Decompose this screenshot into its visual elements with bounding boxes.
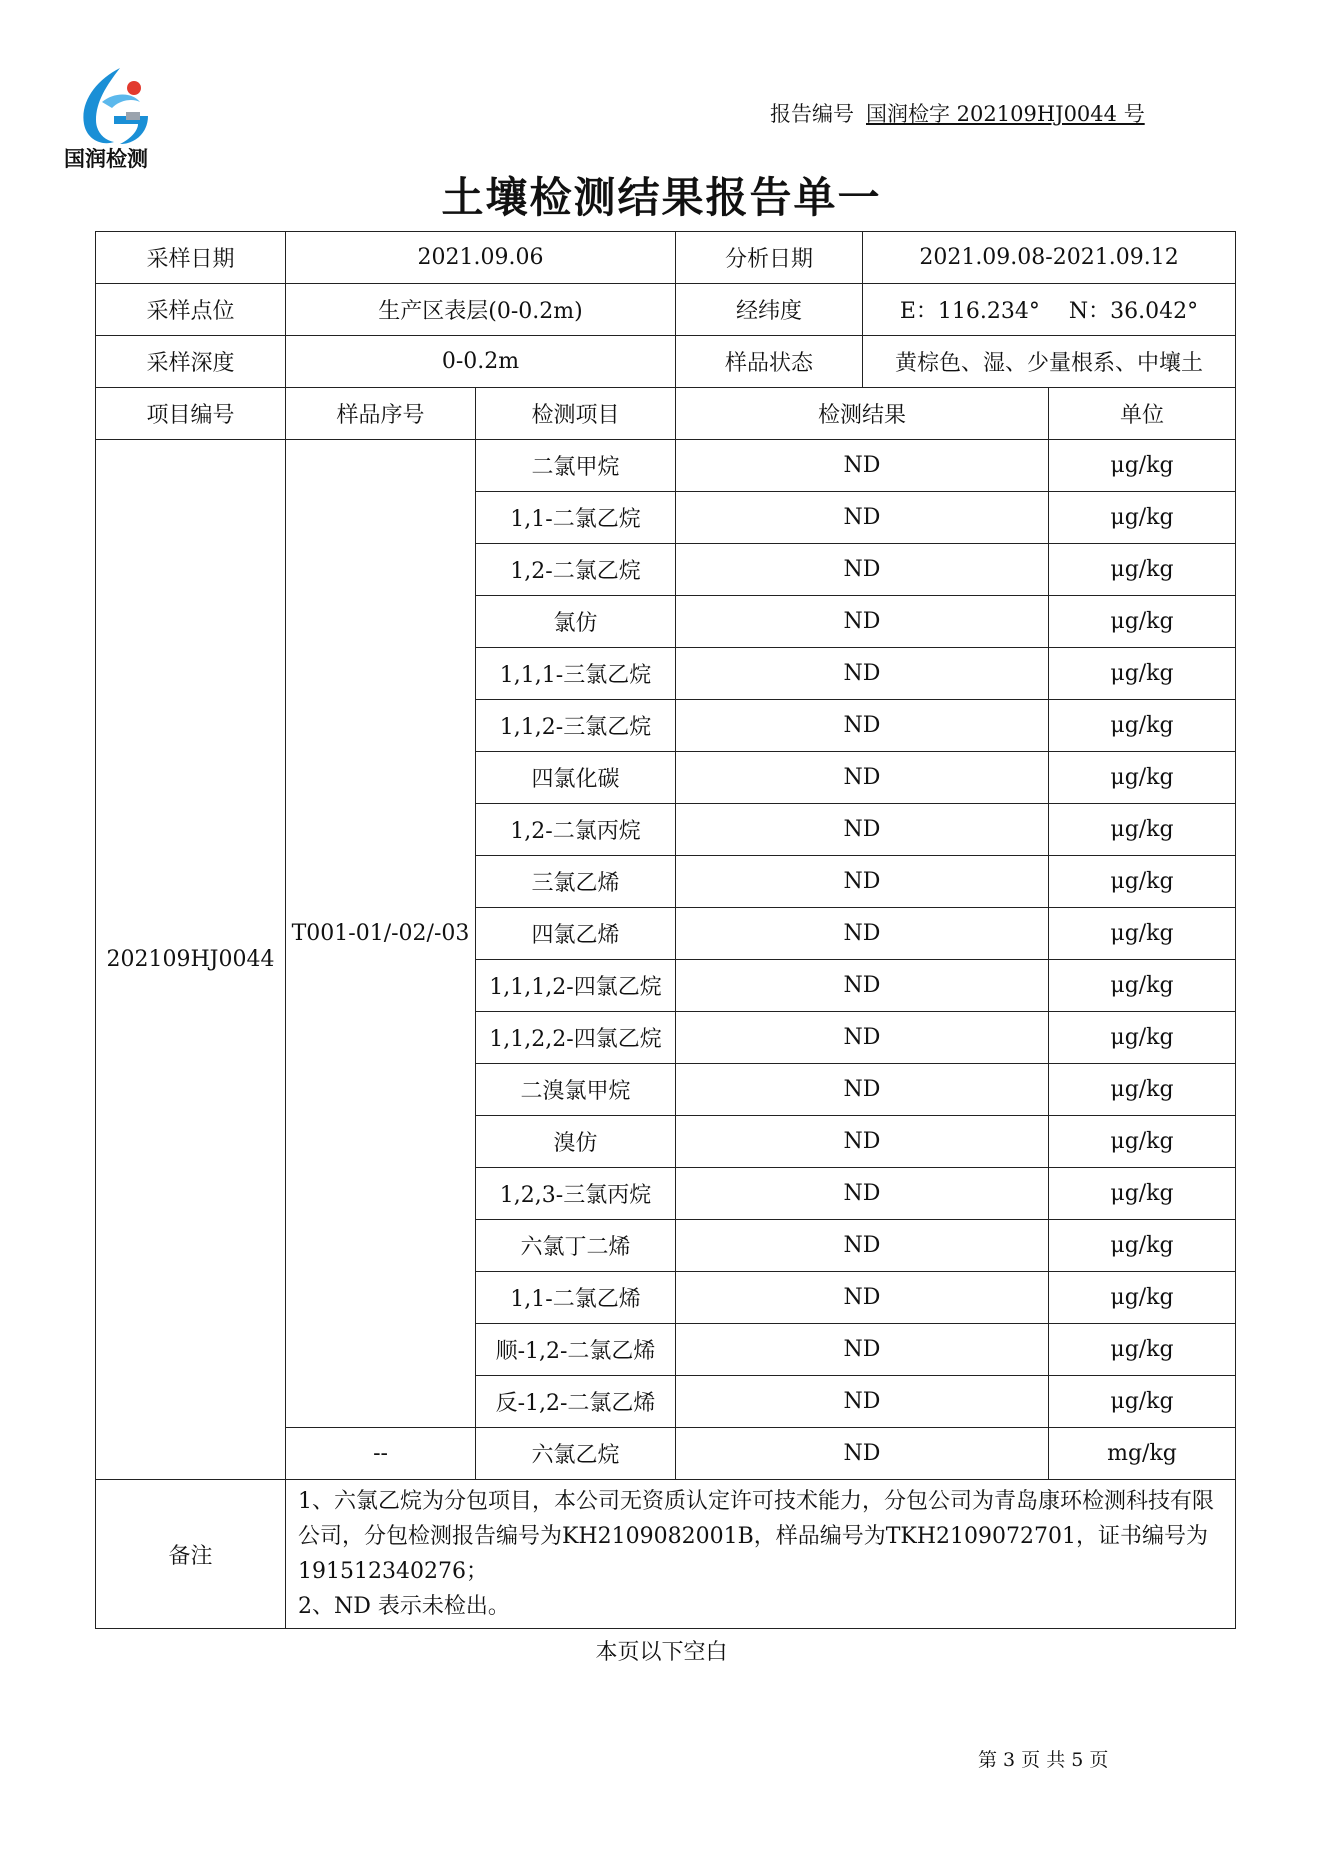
page-title: 土壤检测结果报告单一	[441, 173, 882, 222]
item-cell: 二氯甲烷	[476, 440, 676, 492]
item-cell: 1,2-二氯丙烷	[476, 804, 676, 856]
unit-cell: μg/kg	[1049, 960, 1236, 1012]
sampling-point-value: 生产区表层(0-0.2m)	[286, 284, 676, 336]
sampling-point-label: 采样点位	[96, 284, 286, 336]
result-cell: ND	[676, 544, 1049, 596]
remarks-label: 备注	[96, 1480, 286, 1629]
unit-cell: μg/kg	[1049, 1168, 1236, 1220]
unit-cell: μg/kg	[1049, 1064, 1236, 1116]
item-cell: 氯仿	[476, 596, 676, 648]
item-cell: 1,1-二氯乙烷	[476, 492, 676, 544]
result-cell: ND	[676, 1220, 1049, 1272]
analysis-date-value: 2021.09.08-2021.09.12	[863, 232, 1236, 284]
item-cell: 1,1,1,2-四氯乙烷	[476, 960, 676, 1012]
sampling-date-value: 2021.09.06	[286, 232, 676, 284]
remarks-row	[96, 1480, 1236, 1629]
unit-cell: μg/kg	[1049, 596, 1236, 648]
item-cell: 1,1,2-三氯乙烷	[476, 700, 676, 752]
item-cell: 三氯乙烯	[476, 856, 676, 908]
unit-cell: μg/kg	[1049, 700, 1236, 752]
unit-cell: μg/kg	[1049, 544, 1236, 596]
info-row-sampling-depth	[96, 336, 1236, 388]
header-result: 检测结果	[676, 388, 1049, 440]
item-cell: 1,2,3-三氯丙烷	[476, 1168, 676, 1220]
result-cell: ND	[676, 492, 1049, 544]
result-cell: ND	[676, 1272, 1049, 1324]
unit-cell: μg/kg	[1049, 804, 1236, 856]
result-cell: ND	[676, 1428, 1049, 1480]
unit-cell: μg/kg	[1049, 648, 1236, 700]
blank-below-note: 本页以下空白	[595, 1640, 728, 1665]
result-cell: ND	[676, 1116, 1049, 1168]
item-cell: 四氯乙烯	[476, 908, 676, 960]
sample-state-label: 样品状态	[676, 336, 863, 388]
result-cell: ND	[676, 700, 1049, 752]
result-cell: ND	[676, 1376, 1049, 1428]
results-table	[95, 231, 1236, 1629]
unit-cell: μg/kg	[1049, 1220, 1236, 1272]
report-number-value: 国润检字 202109HJ0044 号	[866, 102, 1145, 126]
item-cell: 二溴氯甲烷	[476, 1064, 676, 1116]
result-cell: ND	[676, 960, 1049, 1012]
unit-cell: μg/kg	[1049, 1272, 1236, 1324]
header-unit: 单位	[1049, 388, 1236, 440]
table-row	[96, 440, 1236, 492]
sample-state-value: 黄棕色、湿、少量根系、中壤土	[863, 336, 1236, 388]
sampling-date-label: 采样日期	[96, 232, 286, 284]
unit-cell: μg/kg	[1049, 1324, 1236, 1376]
item-cell: 顺-1,2-二氯乙烯	[476, 1324, 676, 1376]
item-cell: 1,2-二氯乙烷	[476, 544, 676, 596]
item-cell: 1,1,2,2-四氯乙烷	[476, 1012, 676, 1064]
result-cell: ND	[676, 908, 1049, 960]
unit-cell: μg/kg	[1049, 1376, 1236, 1428]
sample-no-cell: T001-01/-02/-03	[286, 440, 476, 1428]
coords-label: 经纬度	[676, 284, 863, 336]
item-cell: 六氯乙烷	[476, 1428, 676, 1480]
item-cell: 1,1-二氯乙烯	[476, 1272, 676, 1324]
unit-cell: μg/kg	[1049, 492, 1236, 544]
project-no-cell: 202109HJ0044	[96, 440, 286, 1480]
result-cell: ND	[676, 1064, 1049, 1116]
result-cell: ND	[676, 752, 1049, 804]
unit-cell: μg/kg	[1049, 908, 1236, 960]
info-row-sampling-point	[96, 284, 1236, 336]
unit-cell: μg/kg	[1049, 1012, 1236, 1064]
unit-cell: mg/kg	[1049, 1428, 1236, 1480]
header-project-no: 项目编号	[96, 388, 286, 440]
logo-text: 国润检测	[64, 147, 148, 171]
coords-value: E：116.234° N：36.042°	[863, 284, 1236, 336]
result-cell: ND	[676, 1168, 1049, 1220]
remarks-content	[286, 1480, 1236, 1629]
sample-no-cell: --	[286, 1428, 476, 1480]
column-header-row	[96, 388, 1236, 440]
unit-cell: μg/kg	[1049, 440, 1236, 492]
unit-cell: μg/kg	[1049, 856, 1236, 908]
result-cell: ND	[676, 440, 1049, 492]
item-cell: 1,1,1-三氯乙烷	[476, 648, 676, 700]
item-cell: 六氯丁二烯	[476, 1220, 676, 1272]
result-cell: ND	[676, 1324, 1049, 1376]
result-cell: ND	[676, 804, 1049, 856]
result-cell: ND	[676, 596, 1049, 648]
result-cell: ND	[676, 648, 1049, 700]
header-item: 检测项目	[476, 388, 676, 440]
unit-cell: μg/kg	[1049, 1116, 1236, 1168]
sampling-depth-value: 0-0.2m	[286, 336, 676, 388]
item-cell: 四氯化碳	[476, 752, 676, 804]
info-row-sampling-date	[96, 232, 1236, 284]
header-sample-no: 样品序号	[286, 388, 476, 440]
page-number: 第 3 页 共 5 页	[978, 1749, 1109, 1771]
item-cell: 溴仿	[476, 1116, 676, 1168]
result-cell: ND	[676, 856, 1049, 908]
report-number-label: 报告编号	[770, 102, 854, 126]
report-number	[770, 98, 1145, 128]
remark-line: 2、ND 表示未检出。	[298, 1594, 510, 1619]
result-cell: ND	[676, 1012, 1049, 1064]
unit-cell: μg/kg	[1049, 752, 1236, 804]
analysis-date-label: 分析日期	[676, 232, 863, 284]
sampling-depth-label: 采样深度	[96, 336, 286, 388]
remark-line: 1、六氯乙烷为分包项目，本公司无资质认定许可技术能力，分包公司为青岛康环检测科技有限公司，分包检测报告编号为KH2109082001B，样品编号为TKH2109072701，证书编号为191512340276；	[298, 1489, 1215, 1584]
item-cell: 反-1,2-二氯乙烯	[476, 1376, 676, 1428]
